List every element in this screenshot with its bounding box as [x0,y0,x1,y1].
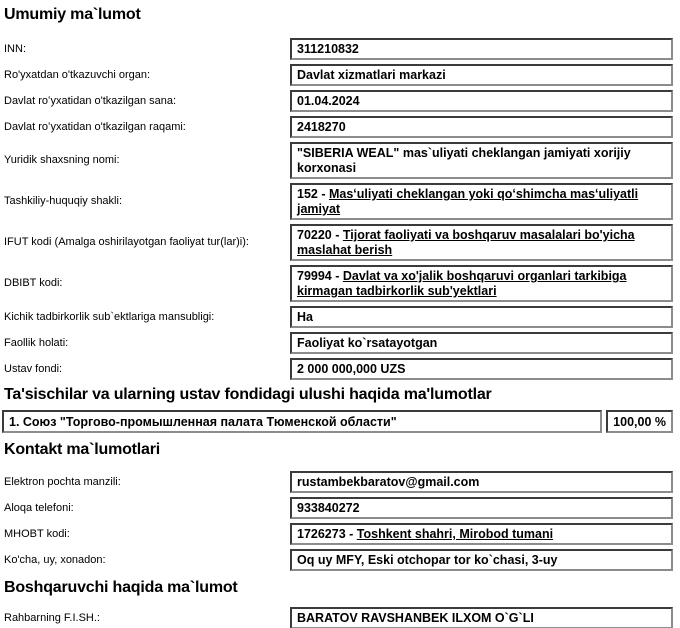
field-row-mhobt-code [4,523,673,545]
field-value-mhobt-code: 1726273 - Toshkent shahri, Mirobod tumani [290,523,673,545]
field-label: Elektron pochta manzili: [4,475,121,488]
field-row-manager-name [4,607,673,628]
field-row-street-address [4,549,673,571]
field-row-registration-date [4,90,673,112]
field-row-activity-status [4,332,673,354]
field-value-legal-name: "SIBERIA WEAL" mas`uliyati cheklangan jamiyati xorijiy korxonasi [290,142,673,179]
field-value-registering-authority: Davlat xizmatlari markazi [290,64,673,86]
legal-form-link[interactable]: Masʻuliyati cheklangan yoki qoʻshimcha masʻuliyatli jamiyat [297,187,639,216]
field-label: INN: [4,42,26,55]
section-title-manager: Boshqaruvchi haqida ma`lumot [4,579,238,596]
field-value-street-address: Oq uy MFY, Eski otchopar tor ko`chasi, 3-uy [290,549,673,571]
field-label: Faollik holati: [4,336,69,349]
field-label: Rahbarning F.I.SH.: [4,611,100,624]
field-row-ifut-code [4,224,673,261]
founder-share: 100,00 % [606,410,673,433]
field-label: Tashkiliy-huquqiy shakli: [4,195,122,207]
section-title-contacts: Kontakt ma`lumotlari [4,441,161,458]
company-info-page [0,6,680,628]
field-row-inn [4,38,673,60]
field-label: Aloqa telefoni: [4,501,74,514]
mhobt-code-link[interactable]: Toshkent shahri, Mirobod tumani [356,527,554,541]
field-row-email [4,471,673,493]
field-label: Davlat roʻyxatidan o'tkazilgan sana: [4,94,177,107]
field-row-legal-name [4,142,673,179]
field-row-legal-form [4,183,673,220]
field-value-activity-status: Faoliyat ko`rsatayotgan [290,332,673,354]
field-value-manager-name: BARATOV RAVSHANBEK ILXOM O`G`LI [290,607,673,628]
dbibt-code-link[interactable]: Davlat va xo'jalik boshqaruvi organlari tarkibiga kirmagan tadbirkorlik sub'yektlari [297,269,627,298]
field-row-phone [4,497,673,519]
field-value-phone: 933840272 [290,497,673,519]
section-title-founders: Ta'sischilar va ularning ustav fondidagi ulushi haqida ma'lumotlar [4,386,492,403]
field-value-dbibt-code: 79994 - Davlat va xo'jalik boshqaruvi organlari tarkibiga kirmagan tadbirkorlik sub'yektlari [290,265,673,302]
ifut-code-link[interactable]: Tijorat faoliyati va boshqaruv masalalari bo'yicha maslahat berish [297,228,635,257]
field-label: Kichik tadbirkorlik sub`ektlariga mansubligi: [4,310,215,323]
field-value-ifut-code: 70220 - Tijorat faoliyati va boshqaruv masalalari bo'yicha maslahat berish [290,224,673,261]
field-row-registration-number [4,116,673,138]
field-label: Ro'yxatdan o'tkazuvchi organ: [4,68,151,81]
field-label: MHOBT kodi: [4,527,70,540]
field-row-dbibt-code [4,265,673,302]
section-title-general: Umumiy ma`lumot [4,6,141,23]
field-value-charter-fund: 2 000 000,000 UZS [290,358,673,380]
field-row-small-business [4,306,673,328]
field-value-small-business: Ha [290,306,673,328]
field-label: IFUT kodi (Amalga oshirilayotgan faoliyat tur(lar)i): [4,236,249,248]
founder-name: 1. Союз "Торгово-промышленная палата Тюменской области" [2,410,602,433]
field-label: DBIBT kodi: [4,277,63,289]
field-value-email: rustambekbaratov@gmail.com [290,471,673,493]
field-label: Yuridik shaxsning nomi: [4,154,120,166]
field-row-charter-fund [4,358,673,380]
field-value-legal-form: 152 - Masʻuliyati cheklangan yoki qoʻshimcha masʻuliyatli jamiyat [290,183,673,220]
field-label: Ustav fondi: [4,362,63,375]
founder-row [2,410,673,433]
field-value-inn: 311210832 [290,38,673,60]
field-label: Ko'cha, uy, xonadon: [4,553,106,566]
field-value-registration-date: 01.04.2024 [290,90,673,112]
field-row-registering-authority [4,64,673,86]
field-label: Davlat roʻyxatidan o'tkazilgan raqami: [4,120,186,133]
field-value-registration-number: 2418270 [290,116,673,138]
